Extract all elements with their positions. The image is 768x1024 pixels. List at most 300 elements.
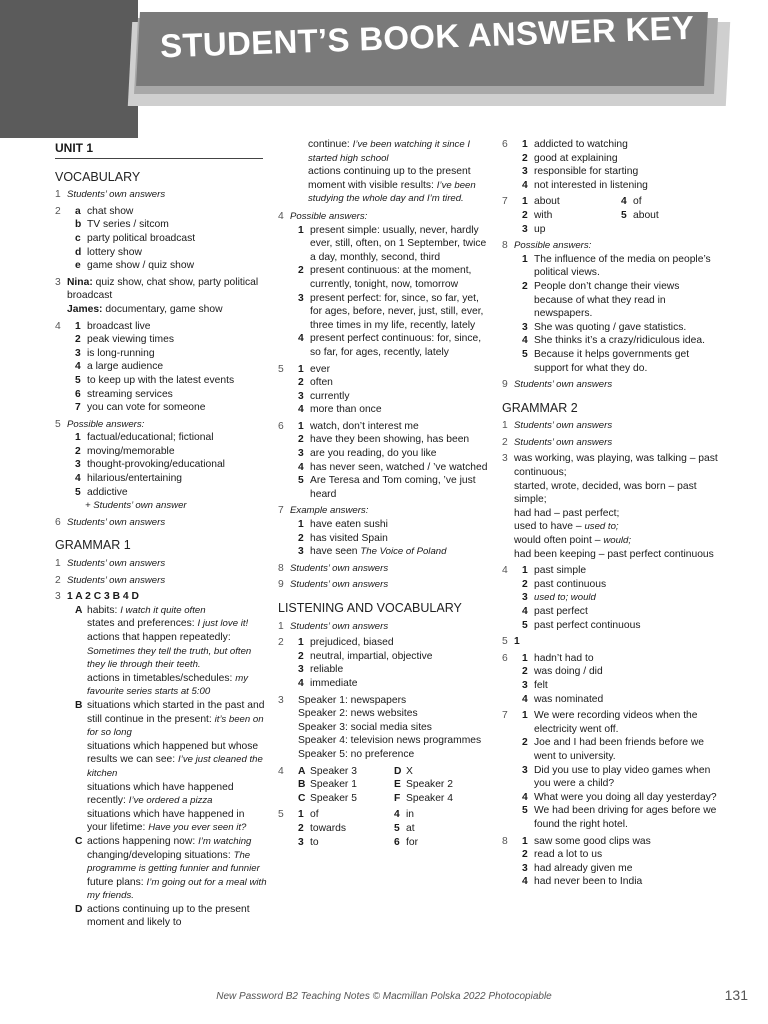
rule-line — [67, 781, 267, 808]
footer-text: New Password B2 Teaching Notes © Macmillan Polska 2022 Photocopiable — [216, 991, 552, 1002]
answer-cell — [394, 778, 490, 792]
exercise-3: 3 1 A 2 C 3 B 4 D A habits: I watch it quite often states and preferences: I just love it! actions that happen repeatedly: Sometimes they tell the truth, but often they lie through their teeth. actions in timetables/schedules: my favourite series starts at 5:00 B situations which started in the past and still continue in the present: it’s been on for so long situations which happened but whose results we can see: I’ve just cleaned the kitchen situations which have happened recently: I’ve ordered a pizza situations which have happened in your lifetime: Have you ever seen it? C actions happening now: I’m watching changing/developing situations: The programme is getting funnier and funnier future plans: I’m going out for a meal with my friends. D actions continuing up to the present moment and likely to — [55, 591, 267, 929]
rule-line — [67, 849, 267, 876]
rule-example: Have you ever seen it? — [148, 822, 247, 834]
answer-item — [67, 458, 267, 472]
rule-example: I’ve just cleaned the kitchen — [87, 754, 263, 779]
section-heading-grammar-2: GRAMMAR 2 — [502, 400, 578, 415]
rule-example: Sometimes they tell the truth, but often they lie through their teeth. — [87, 645, 252, 671]
answer-intro: Possible answers: — [514, 240, 592, 252]
exercise-2: 2 a chat show b TV series / sitcom c party political broadcast d lottery show e game show / quiz show — [55, 205, 267, 273]
answer-item — [514, 709, 720, 736]
answer-key: a — [75, 205, 81, 217]
rule-example: I just love it! — [197, 618, 249, 630]
answer-text: past perfect continuous — [534, 619, 641, 631]
answer-example: used to; — [584, 521, 619, 533]
exercise-2: 2 Students’ own answers — [502, 436, 613, 448]
column-3 — [502, 138, 720, 892]
answer-key: 4 — [394, 809, 400, 821]
answer-text: documentary, game show — [105, 303, 223, 315]
answer-key: E — [394, 779, 401, 791]
answer-text: about — [534, 196, 560, 208]
answer-text: to keep up with the latest events — [87, 374, 235, 386]
answer-key: 3 — [298, 292, 304, 304]
answer-text: felt — [534, 679, 548, 691]
answer-item — [290, 292, 490, 333]
answer-row — [298, 792, 490, 806]
answer-key: 1 — [522, 139, 528, 150]
answer-key: 1 — [75, 320, 81, 332]
rule-text: actions continuing up to the present moment with visible results: — [308, 166, 471, 191]
answer-key: 2 — [522, 578, 528, 590]
answer-key: 2 — [75, 334, 81, 346]
answer-text: Because it helps governments get support for what they do. — [534, 348, 690, 374]
answer-line: was working, was playing, was talking – past continuous; — [514, 453, 718, 479]
answer-item — [514, 253, 720, 280]
answer-text: Students’ own answers — [67, 189, 166, 201]
answer-key: 2 — [522, 849, 528, 861]
answer-text: lottery show — [87, 246, 142, 258]
page-title: STUDENT’S BOOK ANSWER KEY — [159, 8, 695, 65]
answer-list — [290, 636, 490, 690]
exercise-5: 5 1 ever 2 often 3 currently 4 more than once — [278, 363, 490, 417]
answer-text: Are Teresa and Tom coming, ’ve just heard — [310, 475, 476, 500]
rule-line — [278, 165, 490, 206]
rule-text: situations which have happened in your lifetime: — [87, 808, 245, 834]
answer-text: addictive — [87, 486, 128, 498]
answer-text: has visited Spain — [310, 532, 388, 544]
answer-item — [514, 764, 720, 791]
answer-item — [67, 232, 267, 246]
answer-key: 2 — [75, 445, 81, 457]
answer-item — [67, 486, 267, 500]
answer-text: We had been driving for ages before we found the right hotel. — [534, 805, 717, 830]
answer-key: 2 — [522, 666, 528, 678]
exercise-8: 8 1 saw some good clips was 2 read a lot to us 3 had already given me 4 had never been to India — [502, 835, 720, 889]
answer-text: watch, don’t interest me — [310, 420, 419, 432]
answer-list — [290, 363, 490, 417]
answer-item — [514, 138, 720, 152]
answer-text: used to; would — [534, 592, 596, 604]
answer-text: was doing / did — [534, 666, 603, 678]
answer-text: hadn’t had to — [534, 652, 594, 664]
answer-key: 4 — [522, 606, 528, 617]
answer-text: often — [310, 377, 333, 389]
exercise-6: 6 1 addicted to watching 2 good at explaining 3 responsible for starting 4 not interested in listening — [502, 138, 720, 192]
rule-text: situations which started in the past and still continue in the present: — [87, 699, 265, 725]
exercise-6: 6 1 watch, don’t interest me 2 have they been showing, has been 3 are you reading, do you like 4 has never seen, watched / ’ve watched 5 Are Teresa and Tom coming, ’ve just heard — [278, 420, 490, 502]
answer-text: at — [406, 822, 415, 834]
answer-key: 4 — [75, 473, 81, 485]
exercise-4: 4 1 broadcast live 2 peak viewing times 3 is long-running 4 a large audience 5 to keep up with the latest events 6 streaming services 7 you can vote for someone — [55, 320, 267, 415]
answer-text: you can vote for someone — [87, 402, 206, 414]
rule-example: I’ve been studying the whole day and I’m tired. — [308, 179, 476, 205]
answer-text: The influence of the media on people’s political views. — [534, 253, 711, 279]
answer-key: 2 — [522, 152, 528, 164]
answer-item — [290, 332, 490, 359]
answer-text: more than once — [310, 404, 382, 416]
answer-example: would; — [603, 535, 632, 547]
answer-grid — [290, 808, 490, 849]
answer-key: 2 — [298, 377, 304, 389]
exercise-7: 7 1 We were recording videos when the electricity went off. 2 Joe and I had been friends before we went to university. 3 Did you use to play video games when you were a child? 4 What were you doing all day yesterday? 5 We had been driving for ages before we found the right hotel. — [502, 709, 720, 831]
answer-text: She thinks it’s a crazy/ridiculous idea. — [534, 335, 705, 347]
exercise-2: 2 Students’ own answers — [55, 574, 166, 586]
answer-text: read a lot to us — [534, 849, 603, 861]
rule-text: habits: — [87, 604, 118, 616]
answer-cell — [394, 808, 490, 822]
answer-row — [298, 808, 490, 822]
answer-text: Speaker 5 — [310, 792, 357, 804]
answer-key: 1 — [522, 652, 528, 664]
answer-line — [514, 534, 720, 548]
answer-text: had never been to India — [534, 876, 643, 888]
rule-text: situations which have happened recently: — [87, 781, 234, 807]
rule-d — [67, 903, 267, 930]
answer-item — [514, 334, 720, 348]
answer-row — [298, 822, 490, 836]
answer-intro: Example answers: — [290, 505, 369, 517]
answer-text: have seen — [310, 546, 358, 558]
answer-intro: Possible answers: — [67, 418, 145, 430]
answer-list — [514, 253, 720, 375]
answer-cell — [298, 778, 394, 792]
answer-key: 3 — [522, 223, 528, 235]
answer-key: 4 — [298, 677, 304, 689]
answer-key: 1 — [298, 809, 304, 821]
answer-key: 4 — [522, 335, 528, 347]
answer-item — [67, 374, 267, 388]
answer-key: 2 — [298, 265, 304, 277]
answer-key: 3 — [522, 679, 528, 691]
answer-item — [67, 431, 267, 445]
unit-heading: UNIT 1 — [55, 142, 263, 159]
answer-text: saw some good clips was — [534, 835, 651, 847]
answer-item — [290, 224, 490, 265]
exercise-4: 4 A Speaker 3 D X B Speaker 1 E Speaker 2 C Speaker 5 F Speaker 4 — [278, 765, 490, 806]
answer-text: moving/memorable — [87, 445, 175, 457]
rule-text: situations which happened but whose results we can see: — [87, 740, 259, 766]
answer-text: Speaker 1 — [310, 779, 357, 791]
answer-key: D — [394, 765, 402, 777]
answer-item — [67, 388, 267, 402]
answer-key: 5 — [75, 374, 81, 386]
rule-example: I’m going out for a meal with my friends. — [87, 876, 267, 902]
rule-text: actions happening now: — [87, 835, 196, 847]
answer-cell — [298, 808, 394, 822]
answer-key: 7 — [75, 402, 81, 414]
corner-block — [0, 0, 138, 138]
answer-line: 1 A 2 C 3 B 4 D — [67, 591, 139, 603]
exercise-3: 3 Speaker 1: newspapers Speaker 2: news websites Speaker 3: social media sites Speaker 4: television news programmes Speaker 5: no preference — [278, 694, 490, 762]
answer-key: d — [75, 246, 82, 258]
answer-text: prejudiced, biased — [310, 637, 394, 649]
answer-text: peak viewing times — [87, 334, 174, 346]
exercise-3: 3 Nina: quiz show, chat show, party political broadcast James: documentary, game show — [55, 276, 259, 315]
answer-key: 1 — [298, 224, 304, 236]
answer-text: are you reading, do you like — [310, 448, 437, 460]
exercise-1: 1 Students’ own answers — [502, 420, 613, 432]
answer-item — [290, 433, 490, 447]
answer-cell — [298, 792, 394, 806]
rule-key: C — [75, 835, 83, 847]
answer-item — [514, 619, 720, 633]
answer-key: 5 — [298, 475, 304, 487]
answer-cell — [621, 195, 720, 209]
answer-key: b — [75, 219, 82, 231]
answer-key: 3 — [522, 321, 528, 333]
answer-item — [514, 605, 720, 619]
answer-key: 4 — [298, 333, 304, 345]
answer-item — [290, 376, 490, 390]
section-heading-grammar-1: GRAMMAR 1 — [55, 538, 131, 553]
answer-row — [298, 765, 490, 779]
answer-item — [290, 663, 490, 677]
answer-key: 3 — [75, 347, 81, 359]
exercise-1: 1 Students’ own answers — [55, 558, 166, 570]
answer-cell — [394, 836, 490, 850]
answer-key: 1 — [298, 363, 304, 375]
answer-text: used to have – — [514, 521, 582, 533]
answer-key: 3 — [522, 862, 528, 874]
answer-text: Students’ own answers — [514, 420, 613, 432]
answer-text: have eaten sushi — [310, 519, 388, 531]
answer-text: reliable — [310, 664, 344, 676]
answer-text: present simple: usually, never, hardly ever, still, often, on 1 September, twice a day, monthly, second, third — [310, 224, 487, 263]
answer-key: 3 — [298, 664, 304, 676]
exercise-3: 3 was working, was playing, was talking – past continuous; started, wrote, decided, was born – past simple; had had – past perfect; used to have – used to; would often point – would; had been keeping – past perfect continuous — [502, 452, 720, 561]
answer-cell — [621, 223, 720, 237]
rule-line — [67, 740, 267, 781]
answer-item — [290, 636, 490, 650]
answer-item — [514, 652, 720, 666]
rule-b — [67, 699, 267, 740]
answer-key: 2 — [522, 737, 528, 749]
answer-text: neutral, impartial, objective — [310, 650, 433, 662]
answer-key: 4 — [522, 791, 528, 803]
answer-item — [514, 564, 720, 578]
exercise-6: 6 Students’ own answers — [55, 516, 166, 528]
answer-list — [290, 420, 490, 502]
answer-extra: + Students’ own answer — [85, 500, 187, 512]
answer-item — [290, 363, 490, 377]
answer-list — [290, 518, 490, 545]
answer-key: 5 — [522, 348, 528, 360]
answer-key: 5 — [522, 805, 528, 817]
answer-text: TV series / sitcom — [87, 219, 169, 231]
answer-item: 3 used to; would — [522, 592, 596, 604]
answer-item — [290, 390, 490, 404]
answer-item — [67, 333, 267, 347]
answer-item — [514, 693, 720, 707]
answer-line: Speaker 4: television news programmes — [298, 735, 482, 747]
answer-text: 1 — [514, 636, 520, 648]
speaker-label: Nina: — [67, 276, 93, 288]
rule-text: states and preferences: — [87, 618, 195, 630]
answer-text: Students’ own answers — [67, 516, 166, 528]
answer-item — [290, 518, 490, 532]
answer-text: Speaker 4 — [406, 792, 453, 804]
answer-text: has never seen, watched / ’ve watched — [310, 461, 488, 473]
answer-key: 5 — [621, 209, 627, 221]
answer-item — [67, 401, 267, 415]
answer-key: 2 — [522, 209, 528, 221]
answer-key: 4 — [621, 196, 627, 208]
rule-line — [67, 672, 267, 699]
answer-text: with — [534, 209, 553, 221]
exercise-6: 6 1 hadn’t had to 2 was doing / did 3 felt 4 was nominated — [502, 652, 720, 706]
answer-text: Did you use to play video games when you were a child? — [534, 764, 711, 790]
answer-text: hilarious/entertaining — [87, 473, 183, 485]
rule-example: I’ve been watching it since I started high school — [308, 139, 470, 164]
column-2 — [278, 138, 490, 852]
rule-a — [67, 604, 267, 618]
section-heading-vocabulary: VOCABULARY — [55, 169, 141, 184]
answer-line — [514, 520, 720, 534]
answer-key: 1 — [522, 253, 528, 265]
answer-text: up — [534, 223, 546, 235]
answer-text: factual/educational; fictional — [87, 432, 214, 444]
rule-line — [278, 138, 490, 165]
exercise-7: 7 1 about 4 of 2 with 5 about 3 up — [502, 195, 720, 236]
answer-cell — [394, 822, 490, 836]
answer-item — [514, 152, 720, 166]
answer-text: broadcast live — [87, 320, 151, 332]
answer-list — [514, 652, 720, 706]
rule-text: continue: — [308, 139, 350, 150]
answer-item — [514, 835, 720, 849]
answer-item — [514, 736, 720, 763]
answer-line: Speaker 2: news websites — [298, 708, 418, 720]
answer-list — [290, 224, 490, 360]
answer-text: a large audience — [87, 361, 164, 373]
answer-text: immediate — [310, 677, 358, 689]
answer-key: 2 — [298, 434, 304, 446]
answer-text: What were you doing all day yesterday? — [534, 791, 717, 803]
answer-key: e — [75, 260, 81, 272]
answer-item — [514, 804, 720, 831]
answer-key: 3 — [298, 836, 304, 848]
answer-key: 2 — [522, 280, 528, 292]
answer-item — [290, 264, 490, 291]
answer-text: of — [310, 809, 319, 821]
column-1 — [55, 138, 267, 933]
answer-text: thought-provoking/educational — [87, 459, 225, 471]
answer-item — [290, 677, 490, 691]
answer-text: would often point – — [514, 535, 601, 547]
rule-example: I’m watching — [198, 835, 252, 847]
answer-key: F — [394, 792, 401, 804]
rule-text: actions that happen repeatedly: — [87, 632, 231, 643]
answer-text: past perfect — [534, 606, 588, 617]
answer-item — [67, 347, 267, 361]
answer-text: about — [633, 209, 659, 221]
answer-text: Students’ own answers — [290, 562, 389, 574]
answer-list — [67, 320, 267, 415]
answer-text: Students’ own answers — [514, 436, 613, 448]
answer-item: 3 have seen The Voice of Poland — [298, 546, 447, 558]
answer-item — [67, 360, 267, 374]
answer-key: B — [298, 779, 306, 791]
answer-list — [514, 709, 720, 831]
answer-key: 1 — [522, 710, 528, 722]
rule-example: my favourite series starts at 5:00 — [87, 672, 249, 698]
speaker-label: James: — [67, 303, 103, 315]
rule-c — [67, 835, 267, 849]
answer-key: 2 — [298, 532, 304, 544]
rule-line — [67, 808, 267, 835]
answer-line: Speaker 1: newspapers — [298, 694, 407, 706]
answer-cell — [522, 195, 621, 209]
rule-line — [67, 631, 267, 672]
answer-text: good at explaining — [534, 152, 618, 164]
answer-row — [522, 223, 720, 237]
answer-text: We were recording videos when the electricity went off. — [534, 710, 698, 735]
answer-item — [290, 447, 490, 461]
answer-row — [522, 195, 720, 209]
answer-text: present perfect continuous: for, since, so far, for ages, recently, lately — [310, 333, 482, 358]
answer-key: 1 — [522, 565, 528, 577]
answer-item — [514, 862, 720, 876]
exercise-1: 1 Students’ own answers — [55, 189, 166, 201]
answer-text: present perfect: for, since, so far, yet, for ages, before, never, just, still, ever, three times in my life, recently, lately — [310, 292, 484, 331]
answer-item — [514, 665, 720, 679]
answer-text: chat show — [87, 205, 134, 217]
answer-item — [67, 218, 267, 232]
exercise-8: 8 Possible answers: 1 The influence of the media on people’s political views. 2 People don’t change their views because of what they read in newspapers. 3 She was quoting / gave statistics. 4 She thinks it’s a crazy/ridiculous idea. 5 Because it helps governments get support for what they do. — [502, 239, 720, 375]
answer-text: past simple — [534, 565, 587, 577]
answer-text: not interested in listening — [534, 179, 648, 191]
section-heading-listening-vocabulary: LISTENING AND VOCABULARY — [278, 601, 462, 615]
answer-item — [514, 165, 720, 179]
exercise-9: 9 Students’ own answers — [278, 579, 389, 591]
answer-item — [67, 445, 267, 459]
answer-item — [514, 679, 720, 693]
answer-text: of — [633, 196, 642, 208]
rule-line — [67, 617, 267, 631]
answer-item — [514, 348, 720, 375]
answer-key: 5 — [394, 822, 400, 834]
answer-line: had had – past perfect; — [514, 507, 620, 519]
answer-text: She was quoting / gave statistics. — [534, 321, 687, 333]
answer-text: ever — [310, 363, 331, 375]
exercise-2: 2 1 prejudiced, biased 2 neutral, impartial, objective 3 reliable 4 immediate — [278, 636, 490, 690]
answer-text: Students’ own answers — [290, 620, 389, 632]
answer-row — [298, 778, 490, 792]
exercise-9: 9 Students’ own answers — [502, 379, 613, 391]
exercise-5: 5 1 — [502, 636, 520, 648]
answer-text: party political broadcast — [87, 232, 196, 244]
answer-key: 3 — [298, 448, 304, 460]
answer-cell — [298, 836, 394, 850]
answer-text: Students’ own answers — [67, 574, 166, 586]
answer-item — [290, 461, 490, 475]
answer-row — [522, 209, 720, 223]
answer-item — [67, 246, 267, 260]
answer-item — [514, 875, 720, 889]
answer-text: responsible for starting — [534, 166, 639, 178]
answer-key: 4 — [522, 179, 528, 191]
answer-text: had already given me — [534, 862, 633, 874]
answer-text: streaming services — [87, 388, 173, 400]
answer-key: 4 — [75, 361, 81, 373]
answer-item — [67, 320, 267, 334]
answer-text: past continuous — [534, 578, 607, 590]
answer-key: C — [298, 792, 306, 804]
answer-text: X — [406, 765, 413, 777]
answer-line: started, wrote, decided, was born – past simple; — [514, 480, 697, 506]
answer-key: 1 — [522, 835, 528, 847]
